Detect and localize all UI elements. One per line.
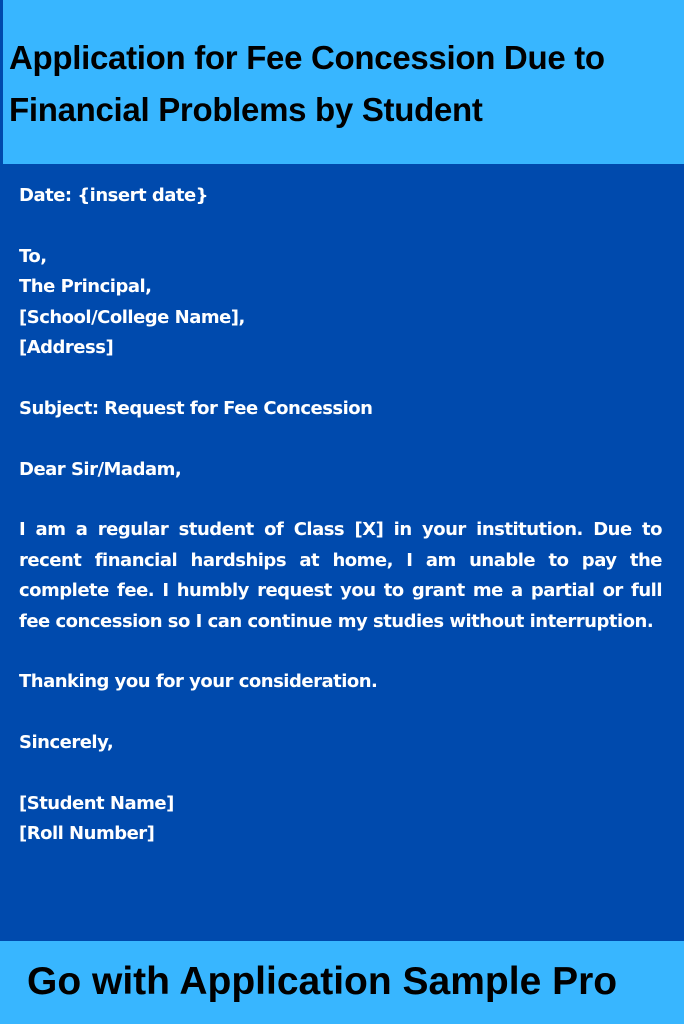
letter-closing: Sincerely, (19, 732, 114, 754)
student-name: [Student Name] (19, 793, 174, 815)
letter-to: To, (19, 245, 47, 267)
footer-tagline: Go with Application Sample Pro (27, 960, 618, 1003)
title-line-2: Financial Problems by Student (9, 91, 483, 128)
spacer (19, 485, 662, 515)
letter-paragraph: I am a regular student of Class [X] in your institution. Due to recent financial hardships at home, I am unable to pay the complete fee. I humbly request you to grant me a partial or full fee concession so I can continue my studies without interruption. (19, 519, 662, 632)
letter-institution: [School/College Name], (19, 306, 245, 328)
spacer (19, 211, 662, 241)
letter-salutation: Dear Sir/Madam, (19, 458, 182, 480)
letter-date: Date: {insert date} (19, 185, 208, 206)
spacer (19, 363, 662, 393)
spacer (19, 637, 662, 667)
spacer (19, 698, 662, 728)
letter-subject: Subject: Request for Fee Concession (19, 397, 373, 419)
title-line-1: Application for Fee Concession Due to (9, 39, 605, 76)
footer-banner (0, 941, 684, 1024)
roll-number: [Roll Number] (19, 823, 155, 845)
letter-body (19, 181, 662, 850)
title-banner (0, 0, 684, 164)
letter-address: [Address] (19, 337, 114, 359)
letter-thanks: Thanking you for your consideration. (19, 671, 378, 693)
letter-recipient: The Principal, (19, 276, 152, 298)
spacer (19, 424, 662, 454)
spacer (19, 759, 662, 789)
page-title (9, 32, 679, 136)
